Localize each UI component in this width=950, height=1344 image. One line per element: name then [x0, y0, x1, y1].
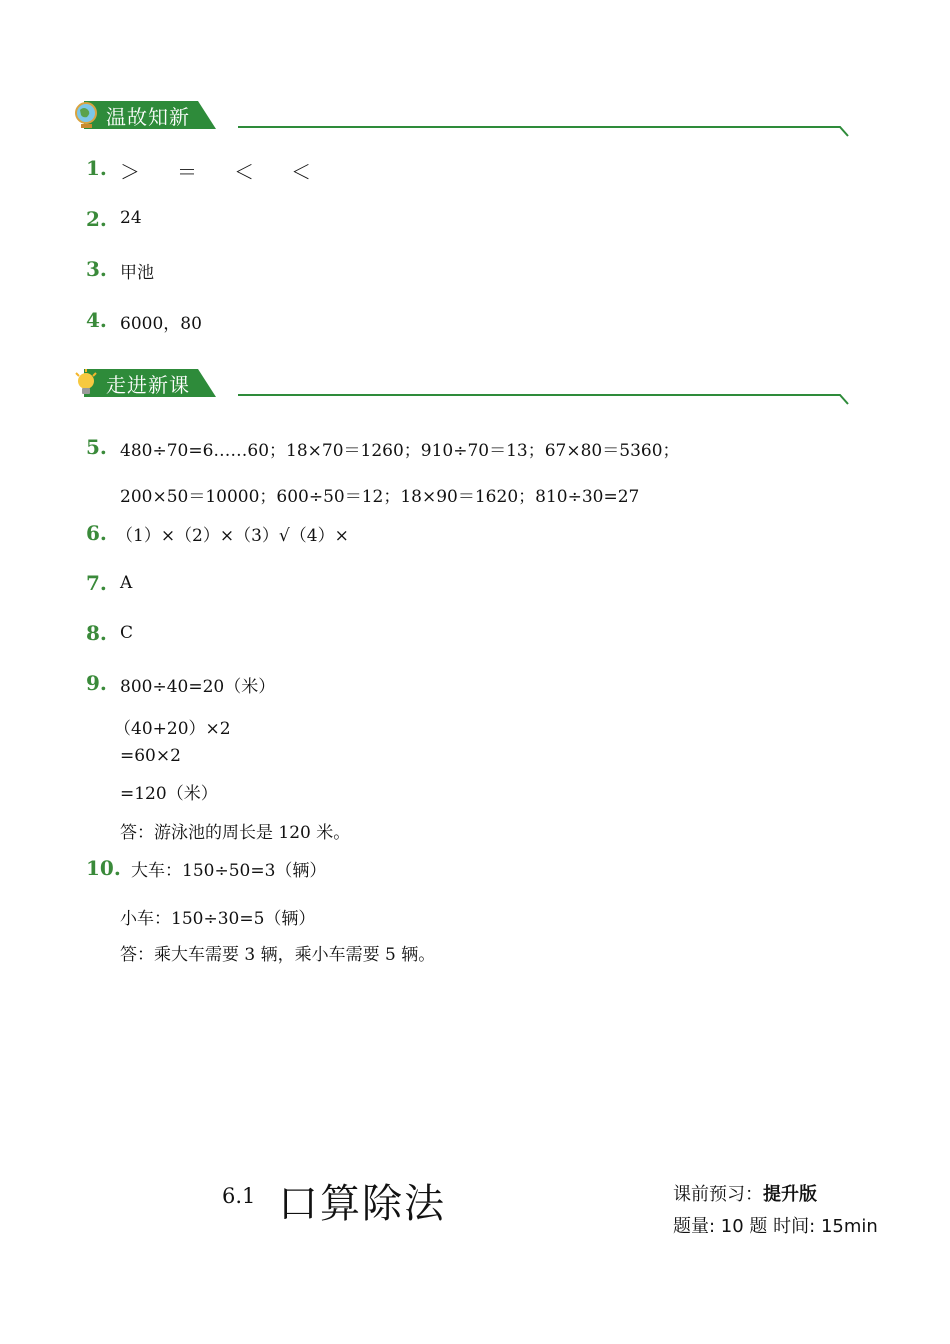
answer-1-symbol: ＜ [291, 160, 311, 184]
answer-5-line: 480÷70=6……60；18×70＝1260；910÷70＝13；67×80＝5360； [120, 441, 680, 461]
question-count: 题量: 10 题 [673, 1216, 768, 1237]
globe-icon [72, 100, 102, 130]
answer-4: 6000，80 [120, 314, 202, 334]
answer-3: 甲池 [120, 263, 154, 283]
question-number-10: 10. [86, 856, 121, 880]
answer-10-line: 小车：150÷30=5（辆） [120, 909, 316, 929]
section-tab-new [70, 366, 216, 398]
answer-10-line: 大车：150÷50=3（辆） [131, 861, 327, 881]
question-number-3: 3. [86, 257, 107, 281]
answer-1-symbol: ＝ [177, 160, 197, 184]
question-number-7: 7. [86, 571, 107, 595]
lesson-number: 6.1 [222, 1184, 256, 1208]
answer-9-line: 答：游泳池的周长是 120 米。 [120, 823, 351, 843]
lesson-type [673, 1180, 817, 1206]
question-number-8: 8. [86, 621, 107, 645]
question-number-1: 1. [86, 156, 107, 180]
section-rule-new [238, 392, 850, 406]
section-banner-new [70, 366, 860, 402]
section-title-new: 走进新课 [106, 373, 190, 397]
answer-2: 24 [120, 208, 142, 228]
lesson-meta [673, 1212, 878, 1238]
time-limit: 时间: 15min [773, 1216, 878, 1237]
answer-7: A [120, 573, 133, 593]
question-number-6: 6. [86, 521, 107, 545]
question-number-5: 5. [86, 435, 107, 459]
answer-9-line: =60×2 [120, 746, 181, 766]
section-banner-review [70, 98, 860, 134]
section-title-review: 温故知新 [106, 105, 190, 129]
lesson-type-value: 提升版 [763, 1184, 817, 1205]
section-rule-review [238, 124, 850, 138]
lightbulb-icon [72, 367, 102, 397]
answer-8: C [120, 623, 134, 643]
answer-9-line: =120（米） [120, 784, 218, 804]
lesson-type-label: 课前预习： [673, 1184, 763, 1205]
answer-9-line: （40+20）×2 [114, 719, 231, 739]
answer-6: （1）×（2）×（3）√（4）× [116, 526, 349, 546]
answer-1-symbol: ＜ [234, 160, 254, 184]
question-number-9: 9. [86, 671, 107, 695]
answer-9-line: 800÷40=20（米） [120, 677, 276, 697]
question-number-4: 4. [86, 308, 107, 332]
answer-1 [120, 156, 348, 185]
lesson-title: 口算除法 [278, 1181, 446, 1227]
answer-10-line: 答：乘大车需要 3 辆，乘小车需要 5 辆。 [120, 945, 436, 965]
section-tab-review [70, 98, 216, 130]
answer-5-line: 200×50＝10000；600÷50＝12；18×90＝1620；810÷30=27 [120, 487, 640, 507]
question-number-2: 2. [86, 207, 107, 231]
answer-1-symbol: ＞ [120, 160, 140, 184]
